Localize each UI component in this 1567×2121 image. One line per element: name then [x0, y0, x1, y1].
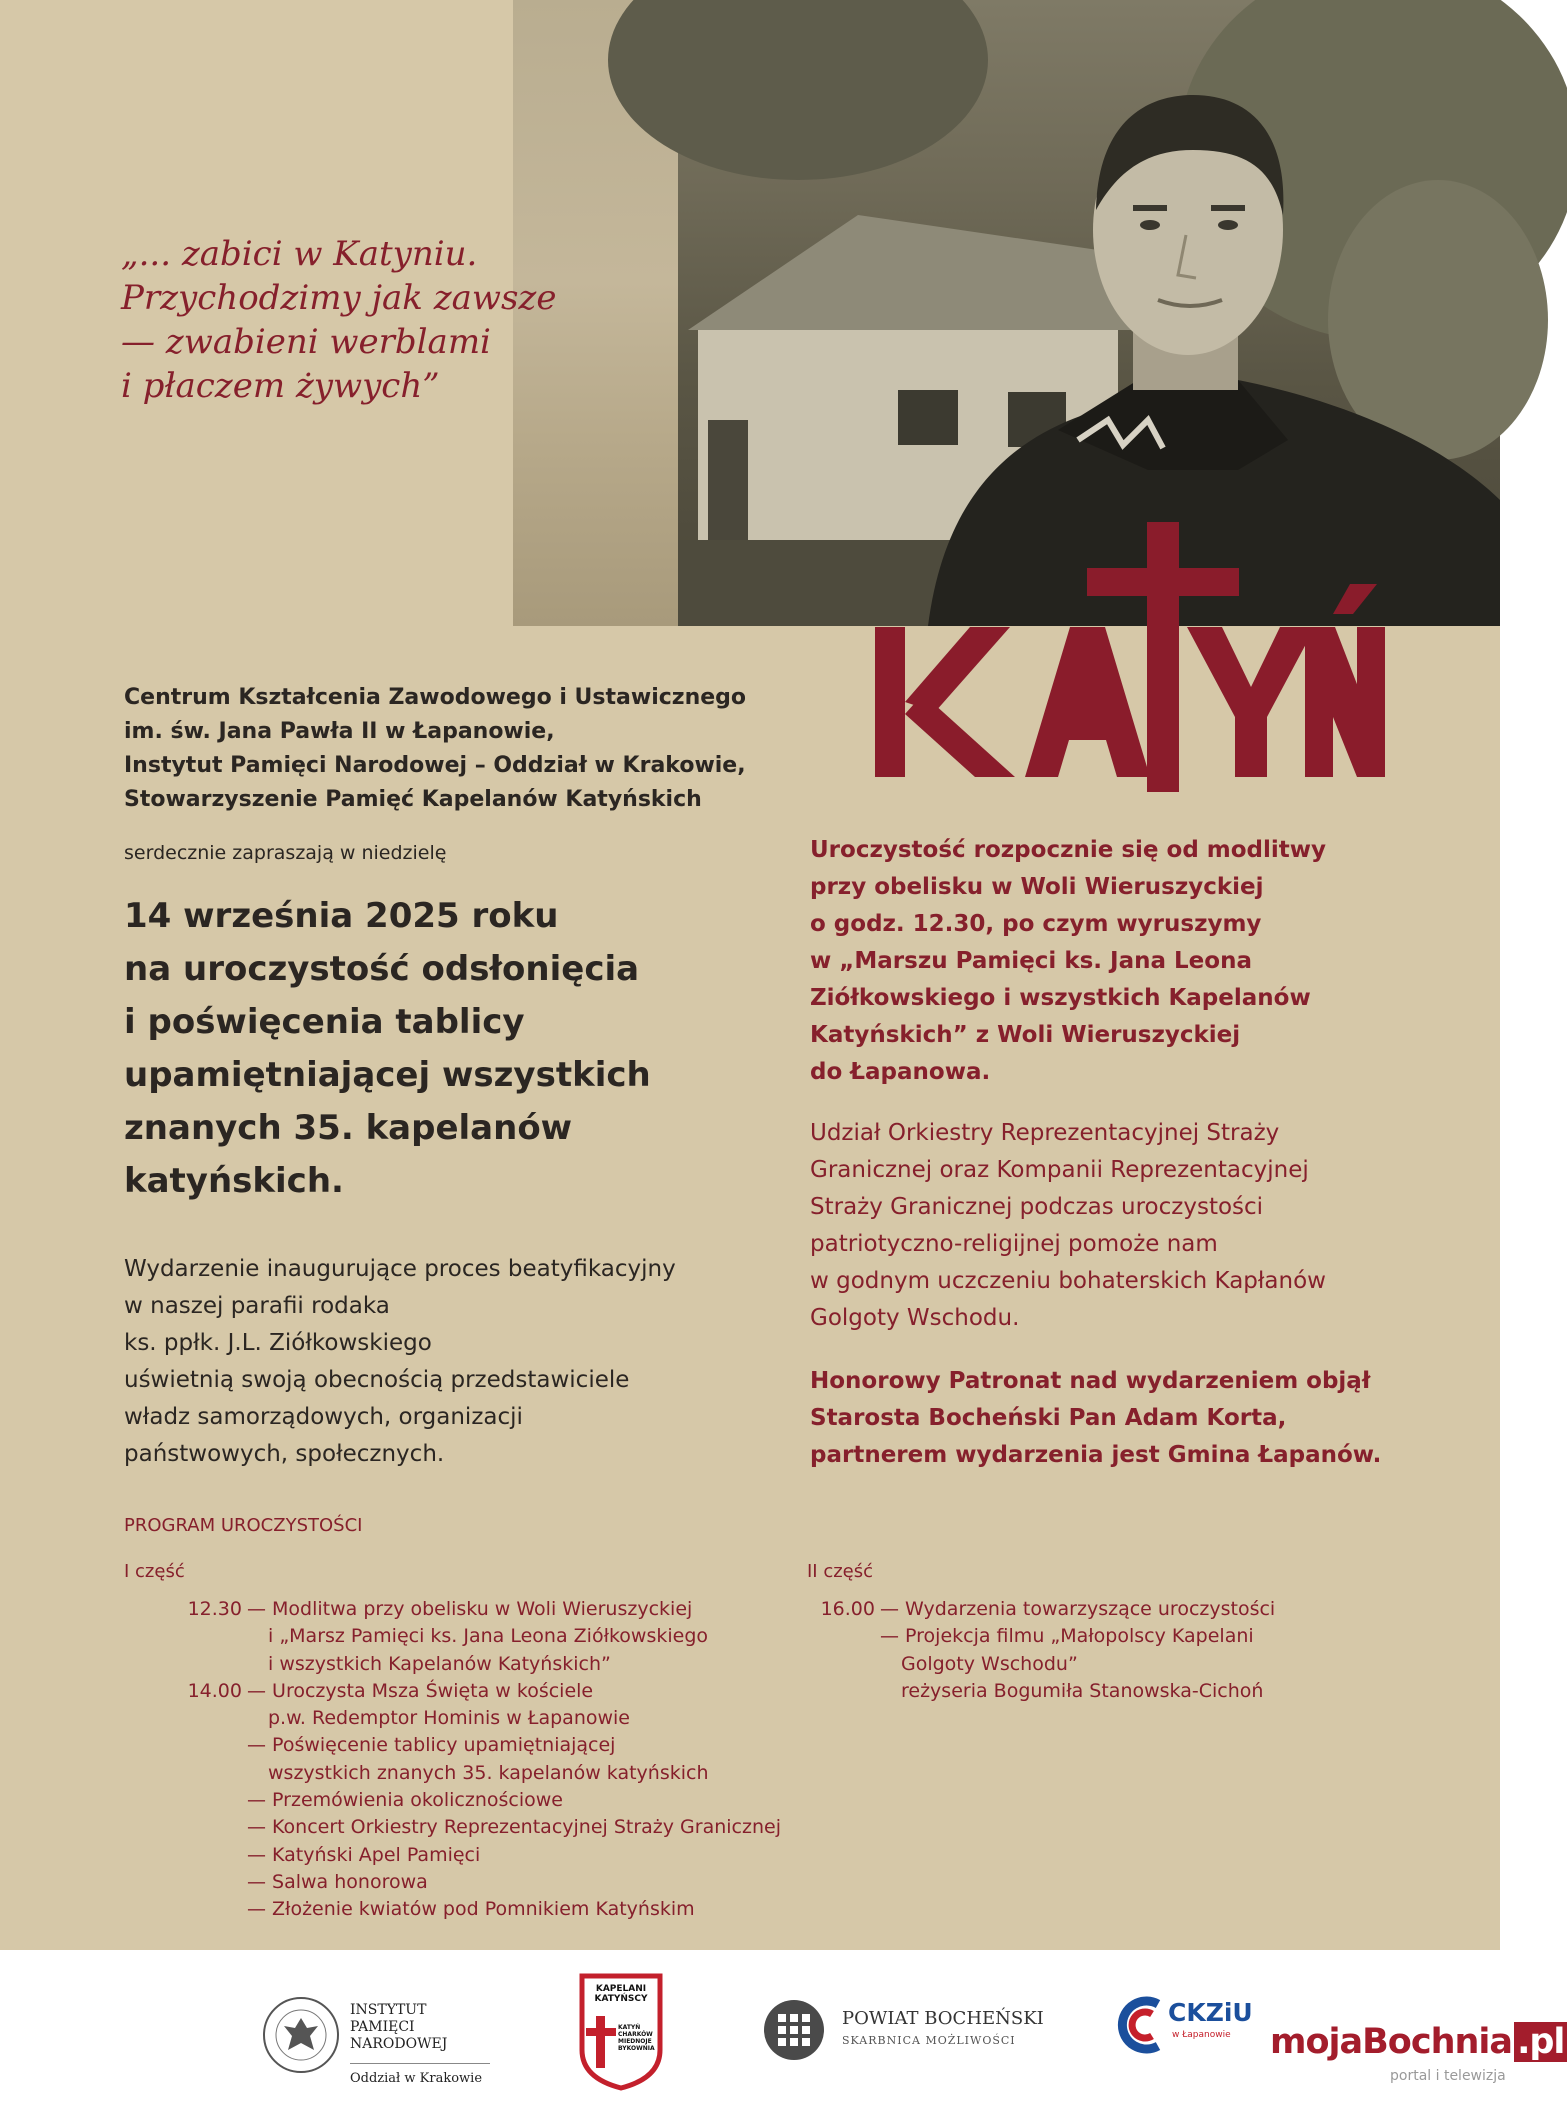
headline-line: upamiętniającej wszystkich — [124, 1055, 651, 1095]
program-item: — Poświęcenie tablicy upamiętniającej — [247, 1734, 616, 1757]
orchestra-paragraph — [810, 1115, 1326, 1337]
ckziu-c-mark-icon — [1112, 1990, 1168, 2060]
program-row — [137, 1869, 781, 1896]
description-line: władz samorządowych, organizacji — [124, 1404, 523, 1430]
mojabochnia-tld: .pl — [1514, 2022, 1567, 2062]
quote-line: „... zabici w Katyniu. — [121, 234, 478, 274]
event-headline — [124, 890, 651, 1208]
program-item: — Modlitwa przy obelisku w Woli Wieruszyckiej — [247, 1598, 693, 1620]
description-line: ks. ppłk. J.L. Ziółkowskiego — [124, 1330, 432, 1356]
quote-line: Przychodzimy jak zawsze — [121, 278, 557, 318]
program-time — [770, 1623, 880, 1650]
mojabochnia-brand: mojaBochnia — [1270, 2022, 1513, 2062]
kapelani-title — [586, 1984, 656, 2004]
headline-line: 14 września 2025 roku — [124, 896, 559, 936]
program-row — [137, 1651, 781, 1678]
ipn-logo — [262, 1996, 492, 2086]
ipn-name-line: NARODOWEJ — [350, 2036, 448, 2052]
program-part2-list — [770, 1596, 1275, 1705]
quote-line: i płaczem żywych” — [121, 366, 440, 406]
program-row — [137, 1842, 781, 1869]
organizer-line: im. św. Jana Pawła II w Łapanowie, — [124, 719, 555, 744]
kapelani-katynscy-logo — [578, 1972, 664, 2090]
program-row — [137, 1787, 781, 1814]
orchestra-line: Straży Granicznej podczas uroczystości — [810, 1194, 1264, 1220]
organizers-list — [124, 681, 746, 817]
program-item: Golgoty Wschodu” — [901, 1652, 1078, 1675]
orchestra-line: w godnym uczczeniu bohaterskich Kapłanów — [810, 1268, 1326, 1294]
invitation-text: serdecznie zapraszają w niedzielę — [124, 842, 447, 864]
mojabochnia-tagline: portal i telewizja — [1390, 2068, 1506, 2084]
program-time — [770, 1651, 880, 1678]
program-item: i „Marsz Pamięci ks. Jana Leona Ziółkowskiego — [268, 1625, 709, 1648]
poem-quote — [121, 232, 641, 408]
program-time — [137, 1623, 247, 1650]
intro-line: Katyńskich” z Woli Wieruszyckiej — [810, 1022, 1241, 1048]
program-time — [137, 1869, 247, 1896]
salt-mine-emblem-icon — [762, 1998, 826, 2062]
mojabochnia-name — [1270, 2022, 1567, 2062]
description-line: państwowych, społecznych. — [124, 1441, 445, 1467]
headline-line: i poświęcenia tablicy — [124, 1002, 525, 1042]
program-row — [137, 1732, 781, 1759]
program-item: — Wydarzenia towarzyszące uroczystości — [880, 1598, 1276, 1620]
description-line: uświetnią swoją obecnością przedstawiciele — [124, 1367, 630, 1393]
headline-line: na uroczystość odsłonięcia — [124, 949, 640, 989]
program-row — [770, 1623, 1275, 1650]
program-row — [137, 1760, 781, 1787]
kapelani-places: KATYŃ CHARKÓW MIEDNOJE BYKOWNIA — [618, 2024, 655, 2052]
organizer-line: Centrum Kształcenia Zawodowego i Ustawicznego — [124, 685, 747, 710]
program-row — [770, 1651, 1275, 1678]
organizer-line: Stowarzyszenie Pamięć Kapelanów Katyńskich — [124, 787, 702, 812]
intro-line: o godz. 12.30, po czym wyruszymy — [810, 911, 1262, 937]
program-item: — Przemówienia okolicznościowe — [247, 1789, 563, 1812]
title-letter-y — [1187, 627, 1315, 777]
patronage-line: Starosta Bocheński Pan Adam Korta, — [810, 1405, 1287, 1431]
quote-line: — zwabieni werblami — [121, 322, 491, 362]
program-part1-list — [137, 1596, 781, 1924]
event-description — [124, 1251, 676, 1473]
headline-line: znanych 35. kapelanów — [124, 1108, 573, 1148]
program-row — [137, 1705, 781, 1732]
powiat-slogan: SKARBNICA MOŻLIWOŚCI — [842, 2034, 1016, 2047]
title-letter-k — [875, 627, 1015, 777]
mojabochnia-watermark[interactable] — [1270, 2022, 1565, 2120]
program-item: — Uroczysta Msza Święta w kościele — [247, 1679, 594, 1702]
program-row — [137, 1678, 781, 1705]
program-item: — Katyński Apel Pamięci — [247, 1843, 481, 1866]
program-row — [137, 1623, 781, 1650]
program-time — [137, 1732, 247, 1759]
program-item: reżyseria Bogumiła Stanowska-Cichoń — [901, 1679, 1264, 1702]
headline-line: katyńskich. — [124, 1161, 344, 1201]
title-letter-a — [1025, 627, 1150, 777]
program-item: — Projekcja filmu „Małopolscy Kapelani — [880, 1625, 1254, 1648]
intro-line: Ziółkowskiego i wszystkich Kapelanów — [810, 985, 1311, 1011]
program-row — [137, 1814, 781, 1841]
ipn-name-line: INSTYTUT PAMIĘCI — [350, 2002, 427, 2035]
orchestra-line: patriotyczno-religijnej pomoże nam — [810, 1231, 1218, 1257]
intro-line: do Łapanowa. — [810, 1059, 991, 1085]
program-time — [137, 1896, 247, 1923]
program-row — [137, 1896, 781, 1923]
title-letter-n-acute — [1305, 584, 1385, 777]
program-time — [137, 1705, 247, 1732]
powiat-name: POWIAT BOCHEŃSKI — [842, 2008, 1044, 2029]
intro-line: Uroczystość rozpocznie się od modlitwy — [810, 837, 1327, 863]
program-part2-heading: II część — [807, 1561, 874, 1582]
patronage-line: partnerem wydarzenia jest Gmina Łapanów. — [810, 1442, 1382, 1468]
intro-line: przy obelisku w Woli Wieruszyckiej — [810, 874, 1264, 900]
ckziu-location: w Łapanowie — [1172, 2030, 1231, 2040]
program-row — [770, 1678, 1275, 1705]
program-item: — Salwa honorowa — [247, 1870, 428, 1893]
organizer-line: Instytut Pamięci Narodowej – Oddział w Krakowie, — [124, 753, 746, 778]
program-item: p.w. Redemptor Hominis w Łapanowie — [268, 1707, 630, 1730]
katyn-title — [865, 522, 1385, 792]
program-time — [137, 1842, 247, 1869]
orchestra-line: Granicznej oraz Kompanii Reprezentacyjnej — [810, 1157, 1309, 1183]
ipn-branch: Oddział w Krakowie — [350, 2063, 490, 2087]
program-time: 14.00 — [187, 1679, 242, 1702]
program-item: wszystkich znanych 35. kapelanów katyńskich — [268, 1761, 709, 1784]
orchestra-line: Udział Orkiestry Reprezentacyjnej Straży — [810, 1120, 1280, 1146]
ckziu-logo — [1112, 1990, 1262, 2070]
program-time — [137, 1787, 247, 1814]
eagle-emblem-icon — [262, 1996, 340, 2074]
program-row — [137, 1596, 781, 1623]
program-time — [770, 1678, 880, 1705]
program-part1-heading: I część — [124, 1561, 185, 1582]
orchestra-line: Golgoty Wschodu. — [810, 1305, 1020, 1331]
description-line: Wydarzenie inaugurujące proces beatyfikacyjny — [124, 1256, 676, 1282]
ipn-name — [350, 2002, 492, 2087]
footer-logos — [0, 1950, 1565, 2121]
program-row — [770, 1596, 1275, 1623]
program-item: — Złożenie kwiatów pod Pomnikiem Katyńskim — [247, 1898, 695, 1921]
powiat-bochenski-logo — [762, 1998, 1062, 2074]
ckziu-name: CKZiU — [1168, 1998, 1253, 2027]
description-line: w naszej parafii rodaka — [124, 1293, 390, 1319]
kapelani-line: KATYŃSCY — [594, 1994, 648, 2004]
program-time — [137, 1760, 247, 1787]
intro-line: w „Marszu Pamięci ks. Jana Leona — [810, 948, 1252, 974]
program-item: — Koncert Orkiestry Reprezentacyjnej Straży Granicznej — [247, 1816, 781, 1839]
program-item: i wszystkich Kapelanów Katyńskich” — [268, 1652, 611, 1675]
program-heading: PROGRAM UROCZYSTOŚCI — [124, 1515, 363, 1536]
program-time: 12.30 — [187, 1598, 242, 1620]
patronage-line: Honorowy Patronat nad wydarzeniem objął — [810, 1368, 1371, 1394]
march-intro — [810, 832, 1326, 1091]
program-time — [137, 1651, 247, 1678]
program-time — [137, 1814, 247, 1841]
patronage-paragraph — [810, 1363, 1381, 1474]
kapelani-line: KAPELANI — [595, 1984, 647, 1994]
program-time: 16.00 — [820, 1598, 875, 1620]
